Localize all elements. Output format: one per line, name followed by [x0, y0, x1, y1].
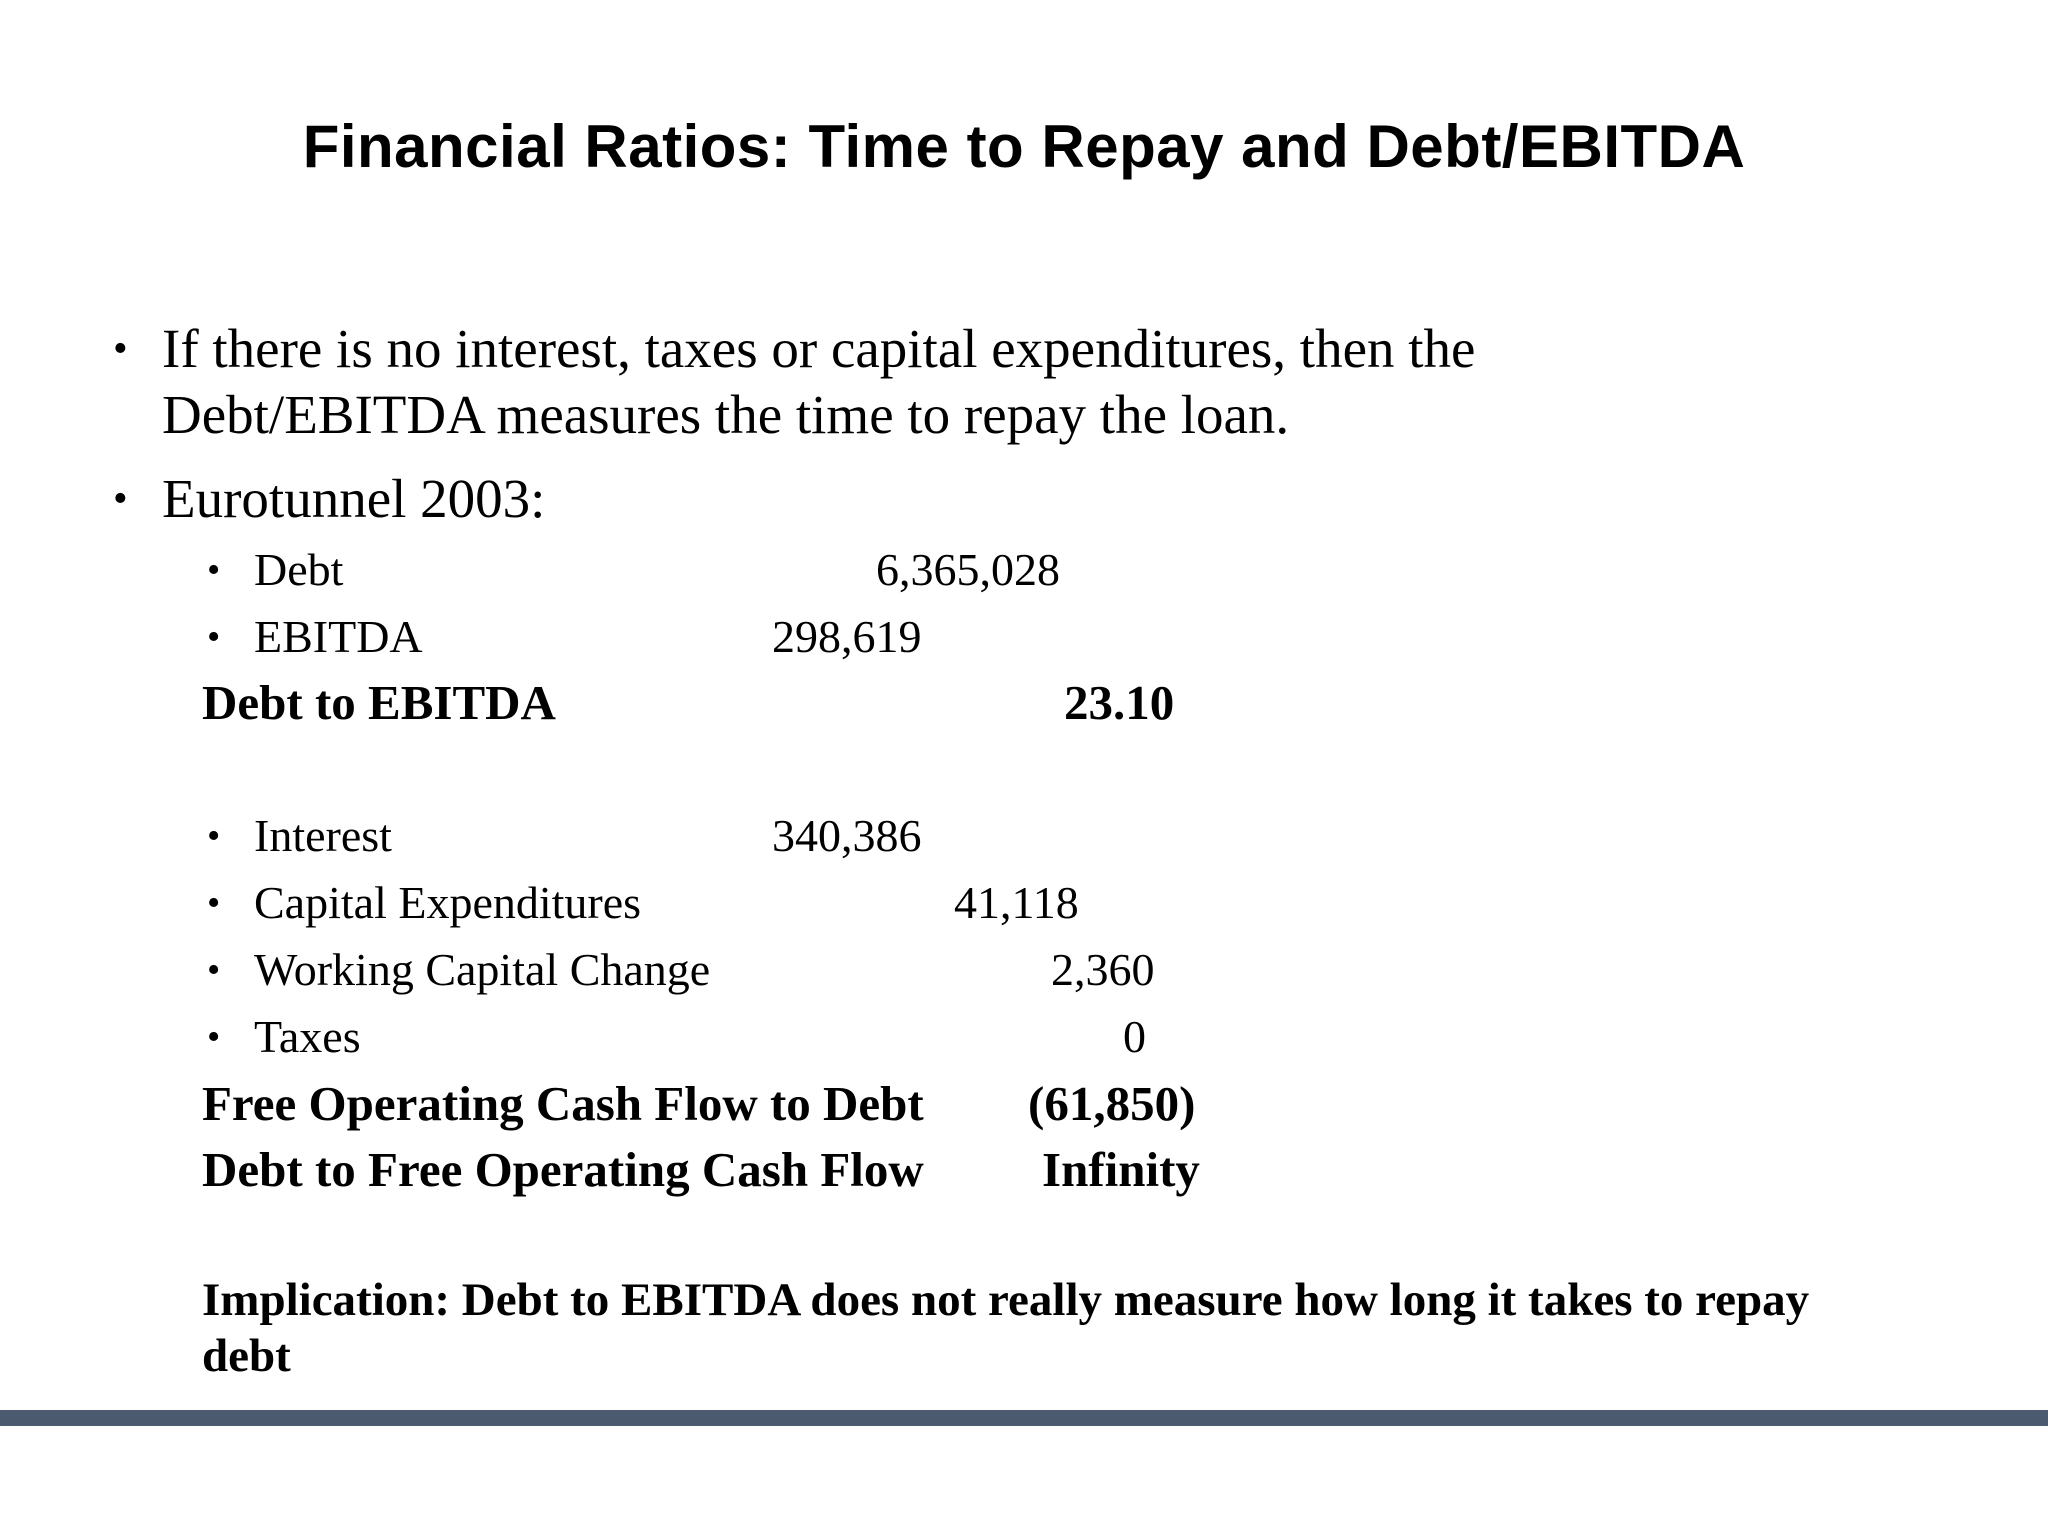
bullet-marker: •	[207, 949, 221, 991]
free-cash-flow-label: Free Operating Cash Flow to Debt	[202, 1076, 924, 1131]
item-taxes-value: 0	[1123, 1011, 1146, 1062]
bullet-marker: •	[207, 815, 221, 857]
bullet-marker: •	[207, 882, 221, 924]
item-working-capital-change-label: Working Capital Change	[254, 944, 711, 995]
bullet-marker: •	[113, 326, 128, 372]
free-cash-flow-value: (61,850)	[1028, 1076, 1196, 1131]
item-ebitda-label: EBITDA	[254, 611, 423, 662]
item-interest-label: Interest	[254, 810, 392, 861]
footer-bar	[0, 1410, 2048, 1426]
debt-to-ebitda-label: Debt to EBITDA	[202, 675, 556, 730]
bullet-marker: •	[207, 1016, 221, 1058]
item-interest-value: 340,386	[772, 810, 922, 861]
item-interest	[0, 805, 1200, 867]
item-capital-expenditures	[0, 872, 1200, 934]
item-capital-expenditures-label: Capital Expenditures	[254, 877, 642, 928]
item-debt	[0, 539, 1200, 601]
bullet-intro-text: If there is no interest, taxes or capital expenditures, then the Debt/EBITDA measures the time to repay the loan.	[162, 318, 1476, 445]
debt-to-fcf-value: Infinity	[1042, 1142, 1200, 1197]
bullet-marker: •	[207, 616, 221, 658]
item-ebitda	[0, 606, 1200, 668]
bullet-marker: •	[113, 476, 128, 522]
debt-to-fcf-label: Debt to Free Operating Cash Flow	[202, 1142, 924, 1197]
item-working-capital-change	[0, 939, 1200, 1001]
item-debt-value: 6,365,028	[876, 544, 1060, 595]
bullet-eurotunnel-text: Eurotunnel 2003:	[162, 468, 546, 529]
item-ebitda-value: 298,619	[772, 611, 922, 662]
item-taxes	[0, 1006, 1200, 1068]
item-taxes-label: Taxes	[254, 1011, 361, 1062]
implication-text: Implication: Debt to EBITDA does not really measure how long it takes to repay debt	[202, 1274, 1810, 1382]
item-capital-expenditures-value: 41,118	[954, 877, 1079, 928]
item-working-capital-change-value: 2,360	[1051, 944, 1155, 995]
bullet-marker: •	[207, 549, 221, 591]
item-debt-label: Debt	[254, 544, 344, 595]
slide-title: Financial Ratios: Time to Repay and Debt/EBITDA	[302, 113, 1746, 180]
debt-to-ebitda-value: 23.10	[1064, 675, 1175, 730]
